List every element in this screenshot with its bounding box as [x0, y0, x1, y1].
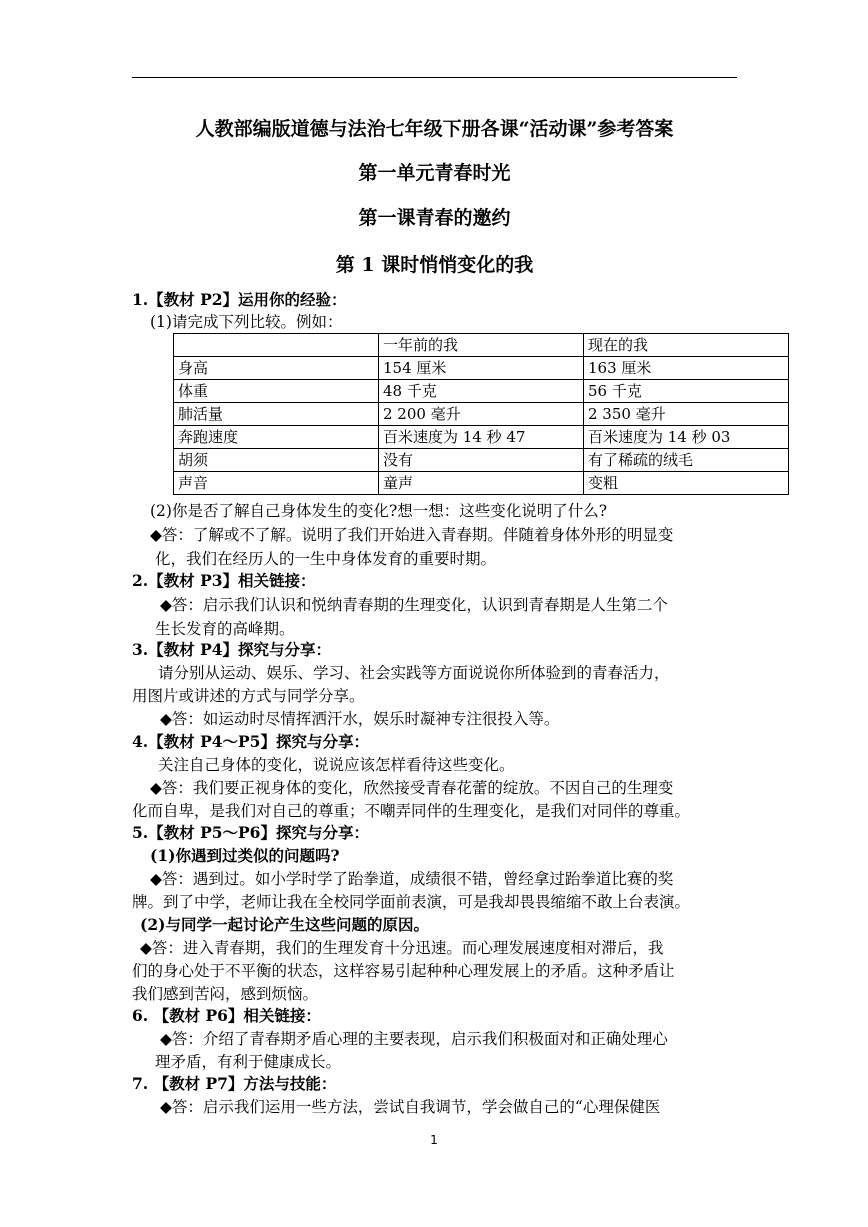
header-rule [132, 77, 737, 78]
answer-text: 牌。到了中学，老师让我在全校同学面前表演，可是我却畏畏缩缩不敢上台表演。 [132, 893, 691, 911]
question-text: 请分别从运动、娱乐、学习、社会实践等方面说说你所体验到的青春活力， [158, 664, 670, 682]
question-5-part-2: (2)与同学一起讨论产生这些问题的原因。 [140, 915, 429, 934]
answer-text: ◆答：进入青春期，我们的生理发育十分迅速。而心理发展速度相对滞后，我 [140, 939, 664, 957]
document-title: 人教部编版道德与法治七年级下册各课“活动课”参考答案 [195, 118, 674, 140]
question-1-part-2: (2)你是否了解自己身体发生的变化?想一想：这些变化说明了什么? [150, 502, 608, 520]
comparison-table [173, 333, 789, 495]
unit-heading: 第一单元青春时光 [358, 162, 511, 184]
table-cell: 56 千克 [584, 380, 789, 403]
answer-text: 们的身心处于不平衡的状态，这样容易引起种种心理发展上的矛盾。这种矛盾让 [132, 962, 675, 980]
table-row [174, 380, 789, 403]
table-row [174, 426, 789, 449]
question-5-heading: 5.【教材 P5～P6】探究与分享： [132, 823, 369, 842]
answer-text: 我们感到苦闷，感到烦恼。 [132, 985, 319, 1003]
table-cell: 身高 [174, 357, 379, 380]
table-cell: 现在的我 [584, 334, 789, 357]
table-row [174, 403, 789, 426]
table-cell: 声音 [174, 472, 379, 495]
question-5-part-1: (1)你遇到过类似的问题吗? [150, 846, 340, 865]
table-header-row [174, 334, 789, 357]
table-cell: 没有 [379, 449, 584, 472]
table-cell: 一年前的我 [379, 334, 584, 357]
question-2-heading: 2.【教材 P3】相关链接： [132, 571, 316, 590]
answer-text: ◆答：遇到过。如小学时学了跆拳道，成绩很不错，曾经拿过跆拳道比赛的奖 [150, 870, 674, 888]
answer-text: ◆答：如运动时尽情挥洒汗水，娱乐时凝神专注很投入等。 [160, 710, 560, 728]
table-cell: 童声 [379, 472, 584, 495]
question-3-heading: 3.【教材 P4】探究与分享： [132, 640, 332, 659]
answer-text: 理矛盾，有利于健康成长。 [155, 1053, 342, 1071]
period-heading: 第 1 课时悄悄变化的我 [335, 254, 534, 276]
table-cell: 2 200 毫升 [379, 403, 584, 426]
table-cell: 163 厘米 [584, 357, 789, 380]
table-cell: 2 350 毫升 [584, 403, 789, 426]
table-cell [174, 334, 379, 357]
question-text: 关注自己身体的变化，说说应该怎样看待这些变化。 [158, 756, 515, 774]
table-cell: 体重 [174, 380, 379, 403]
question-7-heading: 7. 【教材 P7】方法与技能： [132, 1074, 337, 1093]
table-cell: 百米速度为 14 秒 03 [584, 426, 789, 449]
answer-text: ◆答：我们要正视身体的变化，欣然接受青春花蕾的绽放。不因自己的生理变 [150, 779, 674, 797]
table-cell: 百米速度为 14 秒 47 [379, 426, 584, 449]
answer-text: 化，我们在经历人的一生中身体发育的重要时期。 [155, 550, 497, 568]
table-cell: 变粗 [584, 472, 789, 495]
table-row [174, 357, 789, 380]
answer-text: ◆答：了解或不了解。说明了我们开始进入青春期。伴随着身体外形的明显变 [150, 526, 674, 544]
table-cell: 胡须 [174, 449, 379, 472]
question-4-heading: 4.【教材 P4～P5】探究与分享： [132, 732, 369, 751]
question-text: 用图片或讲述的方式与同学分享。 [132, 687, 365, 705]
answer-text: ◆答：启示我们认识和悦纳青春期的生理变化，认识到青春期是人生第二个 [160, 596, 668, 614]
table-cell: 48 千克 [379, 380, 584, 403]
question-1-part-1: (1)请完成下列比较。例如： [150, 313, 343, 331]
answer-text: 化而自卑，是我们对自己的尊重；不嘲弄同伴的生理变化，是我们对同伴的尊重。 [132, 802, 691, 820]
lesson-heading: 第一课青春的邀约 [358, 207, 511, 229]
answer-text: 生长发育的高峰期。 [155, 620, 295, 638]
question-6-heading: 6. 【教材 P6】相关链接： [132, 1006, 321, 1025]
table-cell: 154 厘米 [379, 357, 584, 380]
answer-text: ◆答：启示我们运用一些方法，尝试自我调节，学会做自己的“心理保健医 [160, 1098, 661, 1116]
table-row [174, 449, 789, 472]
table-cell: 有了稀疏的绒毛 [584, 449, 789, 472]
table-row [174, 472, 789, 495]
page-number: 1 [430, 1133, 438, 1147]
table-cell: 肺活量 [174, 403, 379, 426]
answer-text: ◆答：介绍了青春期矛盾心理的主要表现，启示我们积极面对和正确处理心 [160, 1030, 668, 1048]
question-1-heading: 1.【教材 P2】运用你的经验： [132, 290, 347, 309]
table-cell: 奔跑速度 [174, 426, 379, 449]
